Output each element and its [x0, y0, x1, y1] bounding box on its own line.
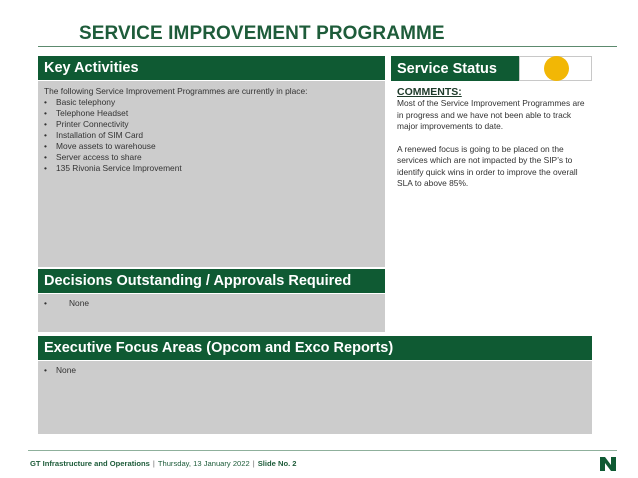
decisions-list: [44, 298, 379, 309]
footer-separator: |: [152, 459, 155, 468]
footer-separator: |: [252, 459, 255, 468]
list-item: • Move assets to warehouse: [44, 141, 379, 152]
executive-focus-list: [44, 365, 586, 376]
service-status-header: Service Status: [391, 56, 519, 81]
key-activities-panel: [38, 81, 385, 267]
comments-paragraph-1: Most of the Service Improvement Programmes are in progress and we have not been able to track major improvements to date.: [397, 98, 585, 131]
key-activities-intro: The following Service Improvement Programmes are currently in place:: [44, 86, 308, 96]
title-divider: [38, 46, 617, 47]
brand-logo-icon: [598, 455, 618, 473]
list-item: • Printer Connectivity: [44, 119, 379, 130]
list-item: • 135 Rivonia Service Improvement: [44, 163, 379, 174]
decisions-header: Decisions Outstanding / Approvals Required: [38, 269, 385, 293]
list-item: • Telephone Headset: [44, 108, 379, 119]
footer-department: GT Infrastructure and Operations: [30, 459, 150, 468]
footer-slide-number: Slide No. 2: [257, 459, 297, 468]
list-item: • None: [44, 365, 586, 376]
service-status-comments: [397, 86, 592, 190]
footer-date: Thursday, 13 January 2022: [157, 459, 250, 468]
comments-paragraph-2: A renewed focus is going to be placed on the services which are not impacted by the SIP’s to identify quick wins in order to improve the overall SLA to above 85%.: [397, 143, 578, 188]
footer: [30, 459, 297, 468]
comments-label: COMMENTS:: [397, 86, 462, 98]
list-item: • Installation of SIM Card: [44, 130, 379, 141]
slide-title: SERVICE IMPROVEMENT PROGRAMME: [79, 23, 445, 44]
list-item: • Basic telephony: [44, 97, 379, 108]
executive-focus-header: Executive Focus Areas (Opcom and Exco Reports): [38, 336, 592, 360]
key-activities-list: [44, 97, 379, 174]
decisions-panel: [38, 294, 385, 332]
footer-divider: [28, 450, 617, 451]
executive-focus-panel: [38, 361, 592, 434]
list-item: • Server access to share: [44, 152, 379, 163]
key-activities-header: Key Activities: [38, 56, 385, 80]
status-indicator-dot: [544, 56, 569, 81]
list-item: • None: [44, 298, 379, 309]
